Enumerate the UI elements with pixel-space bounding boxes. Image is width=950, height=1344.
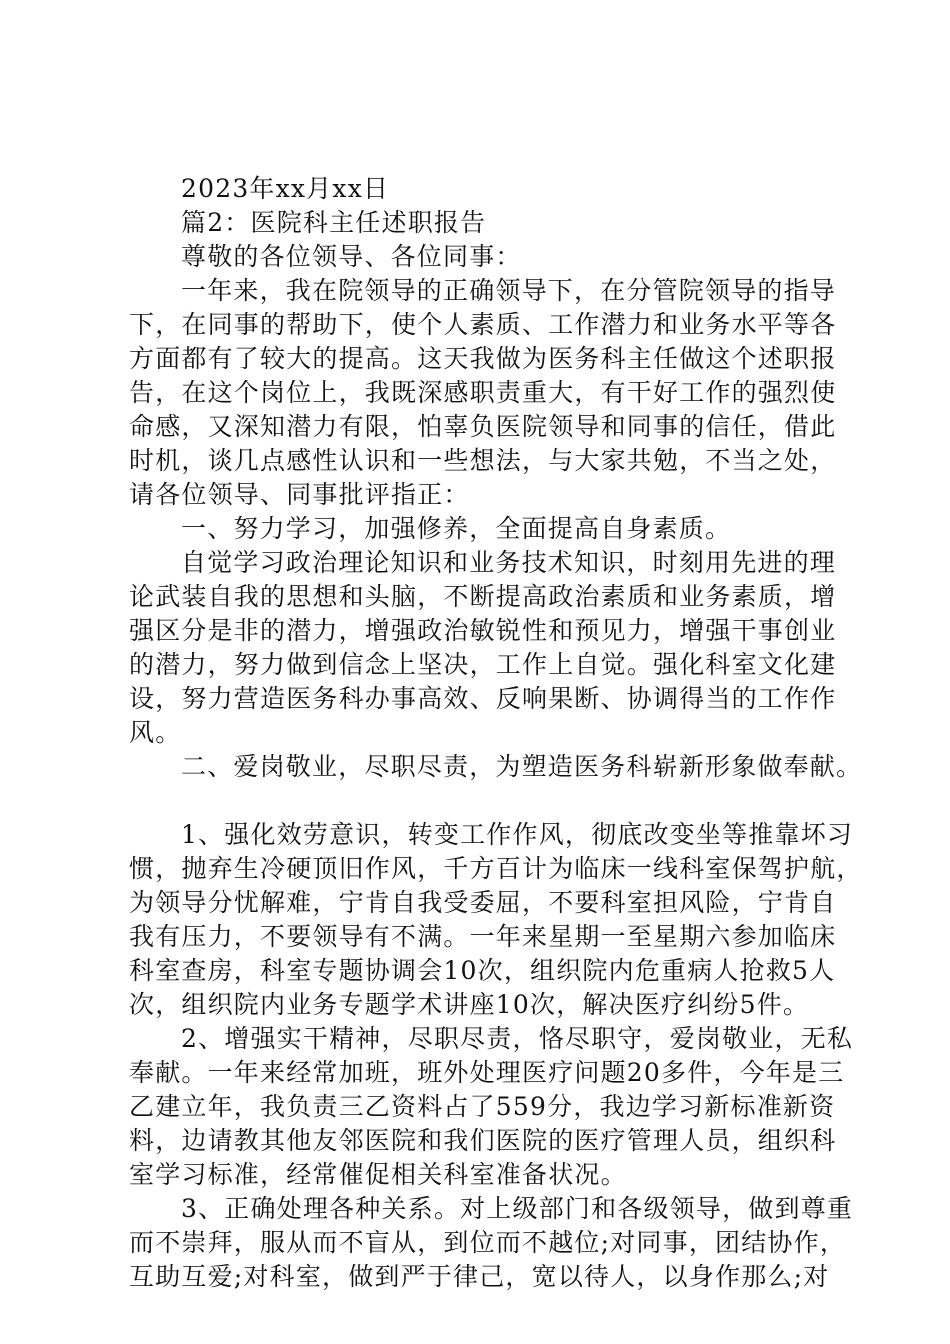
text-line: 告，在这个岗位上，我既深感职责重大，有干好工作的强烈使 — [129, 378, 837, 407]
text-line: 下，在同事的帮助下，使个人素质、工作潜力和业务水平等各 — [129, 310, 837, 339]
text-line: 奉献。一年来经常加班，班外处理医疗问题20多件，今年是三 — [129, 1058, 845, 1087]
paragraph-section-1 — [129, 546, 837, 750]
text-line: 惯，抛弃生冷硬顶旧作风，千方百计为临床一线科室保驾护航， — [129, 854, 863, 883]
text-line: 2、增强实干精神，尽职尽责，恪尽职守，爱岗敬业，无私 — [181, 1024, 854, 1053]
text-line: 请各位领导、同事批评指正： — [129, 480, 470, 509]
text-line: 一年来，我在院领导的正确领导下，在分管院领导的指导 — [181, 276, 837, 305]
text-line: 料，边请教其他友邻医院和我们医院的医疗管理人员，组织科 — [129, 1126, 837, 1155]
text-line: 时机，谈几点感性认识和一些想法，与大家共勉，不当之处， — [129, 446, 837, 475]
text-line: 次，组织院内业务专题学术讲座10次，解决医疗纠纷5件。 — [129, 990, 810, 1019]
text-line: 的潜力，努力做到信念上坚决，工作上自觉。强化科室文化建 — [129, 650, 837, 679]
document-date: 2023年xx月xx日 — [181, 174, 390, 203]
paragraph-item-2 — [129, 1022, 854, 1192]
greeting: 尊敬的各位领导、各位同事： — [181, 242, 522, 271]
paragraph-item-1 — [129, 818, 863, 1022]
text-line: 设，努力营造医务科办事高效、反响果断、协调得当的工作作 — [129, 684, 837, 713]
text-line: 科室查房，科室专题协调会10次，组织院内危重病人抢救5人 — [129, 956, 836, 985]
document-body — [129, 172, 863, 1294]
text-line: 1、强化效劳意识，转变工作作风，彻底改变坐等推靠坏习 — [181, 820, 854, 849]
text-line: 命感，又深知潜力有限，怕辜负医院领导和同事的信任，借此 — [129, 412, 837, 441]
text-line: 自觉学习政治理论知识和业务技术知识，时刻用先进的理 — [181, 548, 837, 577]
text-line: 论武装自我的思想和头脑，不断提高政治素质和业务素质，增 — [129, 582, 837, 611]
text-line: 方面都有了较大的提高。这天我做为医务科主任做这个述职报 — [129, 344, 837, 373]
text-line: 而不崇拜，服从而不盲从，到位而不越位;对同事，团结协作， — [129, 1228, 847, 1257]
paragraph-intro — [129, 274, 837, 512]
text-line: 我有压力，不要领导有不满。一年来星期一至星期六参加临床 — [129, 922, 837, 951]
text-line: 互助互爱;对科室，做到严于律己，宽以待人，以身作那么;对 — [129, 1262, 830, 1291]
text-line: 强区分是非的潜力，增强政治敏锐性和预见力，增强干事创业 — [129, 616, 837, 645]
blank-line — [129, 784, 829, 818]
text-line: 乙建立年，我负责三乙资料占了559分，我边学习新标准新资 — [129, 1092, 836, 1121]
document-title: 篇2：医院科主任述职报告 — [181, 208, 487, 237]
section-heading-1: 一、努力学习，加强修养，全面提高自身素质。 — [181, 514, 732, 543]
text-line: 风。 — [129, 718, 182, 747]
section-heading-2: 二、爱岗敬业，尽职尽责，为塑造医务科崭新形象做奉献。 — [181, 752, 863, 781]
text-line: 3、正确处理各种关系。对上级部门和各级领导，做到尊重 — [181, 1194, 854, 1223]
text-line: 室学习标准，经常催促相关科室准备状况。 — [129, 1160, 627, 1189]
text-line: 为领导分忧解难，宁肯自我受委屈，不要科室担风险，宁肯自 — [129, 888, 837, 917]
paragraph-item-3 — [129, 1192, 854, 1294]
